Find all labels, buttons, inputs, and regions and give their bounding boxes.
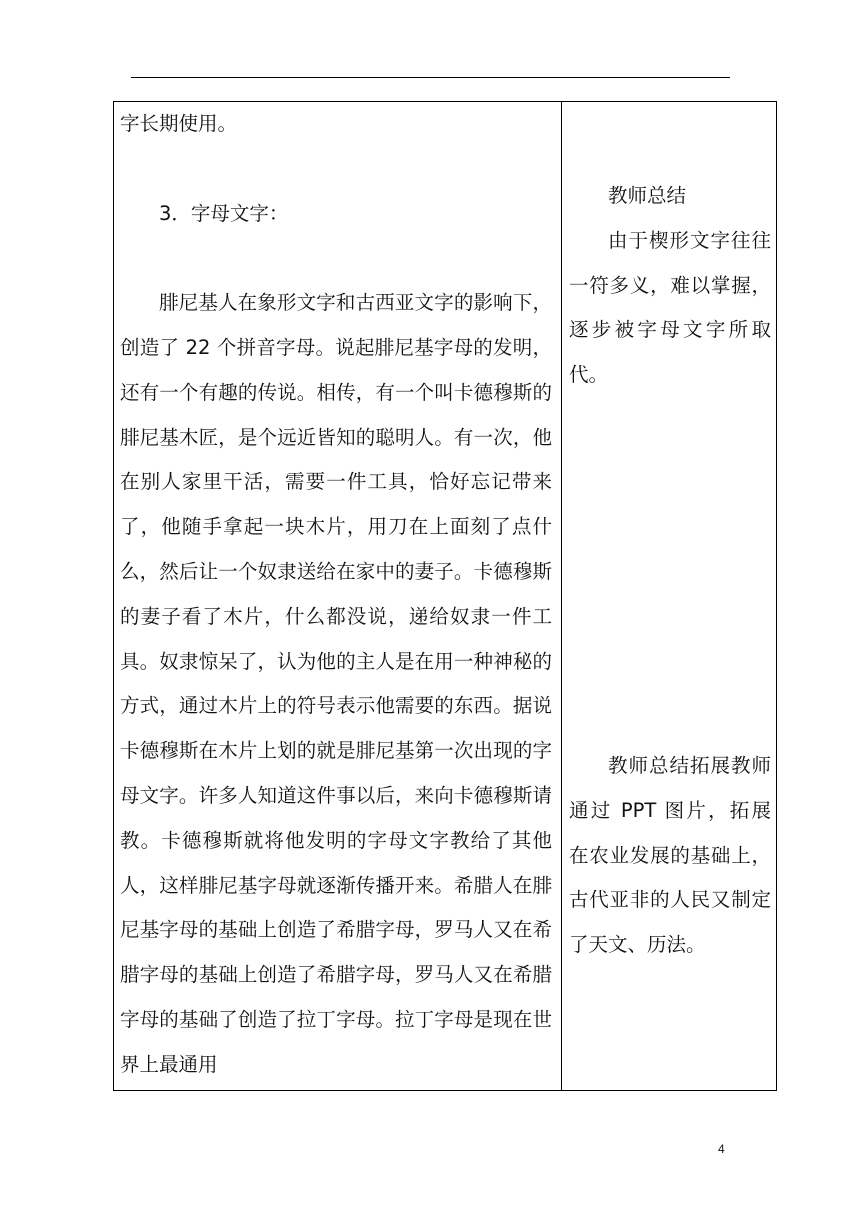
summary-text: 由于楔形文字往往一符多义，难以掌握，逐步被字母文字所取代。 [569,228,771,387]
page-number: 4 [718,1142,725,1156]
summary-title: 教师总结 [608,184,687,207]
column-divider [561,102,562,1090]
continuation-text: 字长期使用。 [120,112,238,135]
teacher-extension-block [569,744,771,968]
header-rule [131,77,730,78]
extension-text: 教师总结拓展教师通过 PPT 图片，拓展在农业发展的基础上，古代亚非的人民又制定了天文、历法。 [569,754,771,957]
section-heading: 3．字母文字： [159,201,289,225]
teacher-summary-block [569,174,771,398]
story-paragraph: 腓尼基人在象形文字和古西亚文字的影响下，创造了 22 个拼音字母。说起腓尼基字母的发明，还有一个有趣的传说。相传，有一个叫卡德穆斯的腓尼基木匠，是个远近皆知的聪明人。有一次，他在别人家里干活，需要一件工具，恰好忘记带来了，他随手拿起一块木片，用刀在上面刻了点什么，然后让一个奴隶送给在家中的妻子。卡德穆斯的妻子看了木片，什么都没说，递给奴隶一件工具。奴隶惊呆了，认为他的主人是在用一种神秘的方式，通过木片上的符号表示他需要的东西。据说卡德穆斯在木片上划的就是腓尼基第一次出现的字母文字。许多人知道这件事以后，来向卡德穆斯请教。卡德穆斯就将他发明的字母文字教给了其他人，这样腓尼基字母就逐渐传播开来。希腊人在腓尼基字母的基础上创造了希腊字母，罗马人又在希腊字母的基础上创造了希腊字母，罗马人又在希腊字母的基础了创造了拉丁字母。拉丁字母是现在世界上最通用 [120,291,552,1076]
lesson-table [113,101,777,1091]
content-column [120,102,552,1088]
